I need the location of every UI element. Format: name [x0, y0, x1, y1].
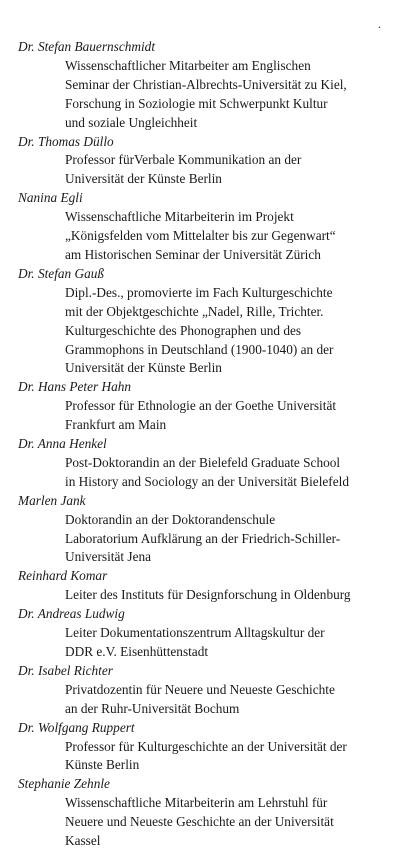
description-line: in History and Sociology an der Universität Bielefeld — [65, 473, 349, 489]
description-line: Universität Jena — [65, 549, 152, 565]
contributor-description — [18, 738, 394, 776]
contributor-name: Dr. Stefan Bauernschmidt — [18, 39, 156, 54]
description-line: Professor für Kulturgeschichte an der Universität der — [65, 738, 347, 754]
description-line: Privatdozentin für Neuere und Neueste Geschichte — [65, 681, 335, 697]
description-line: Künste Berlin — [65, 757, 140, 773]
description-line: Wissenschaftlicher Mitarbeiter am Englischen — [65, 57, 311, 73]
contributor-description — [18, 57, 394, 133]
contributor-description — [18, 681, 394, 719]
description-line: Post-Doktorandin an der Bielefeld Graduate School — [65, 454, 341, 470]
contributor-list — [18, 38, 394, 851]
contributor-name: Dr. Andreas Ludwig — [18, 606, 125, 622]
contributor-description — [18, 454, 394, 492]
description-line: Neuere und Neueste Geschichte an der Universität — [65, 814, 334, 830]
contributor-name: Marlen Jank — [18, 492, 86, 508]
description-line: an der Ruhr-Universität Bochum — [65, 700, 240, 716]
contributor-name: Stephanie Zehnle — [18, 776, 110, 792]
contributor-name: Dr. Isabel Richter — [18, 662, 113, 678]
description-line: Universität der Künste Berlin — [65, 171, 222, 187]
contributor-name: Dr. Hans Peter Hahn — [18, 379, 132, 395]
contributor-name: Dr. Anna Henkel — [18, 436, 107, 452]
description-line: Grammophons in Deutschland (1900-1040) an der — [65, 341, 334, 357]
contributor-name: Nanina Egli — [18, 190, 83, 206]
contributor-entry — [18, 662, 394, 719]
contributor-entry — [18, 492, 394, 568]
contributor-description — [18, 397, 394, 435]
description-line: und soziale Ungleichheit — [65, 114, 198, 130]
description-line: Doktorandin an der Doktorandenschule — [65, 511, 276, 527]
contributor-entry — [18, 265, 394, 378]
contributor-description — [18, 151, 394, 189]
description-line: Professor für Ethnologie an der Goethe Universität — [65, 398, 337, 414]
description-line: DDR e.V. Eisenhüttenstadt — [65, 644, 209, 659]
contributor-entry — [18, 567, 394, 605]
contributor-description — [18, 208, 394, 265]
contributor-entry — [18, 133, 394, 190]
contributor-description — [18, 284, 394, 379]
contributor-description — [18, 624, 394, 662]
contributor-name: Reinhard Komar — [18, 568, 108, 584]
description-line: „Königsfelden vom Mittelalter bis zur Gegenwart“ — [65, 228, 336, 244]
contributor-name: Dr. Stefan Gauß — [18, 265, 105, 281]
contributor-name: Dr. Wolfgang Ruppert — [18, 719, 135, 735]
contributor-description — [18, 794, 394, 851]
contributor-entry — [18, 775, 394, 851]
description-line: Seminar der Christian-Albrechts-Universität zu Kiel, — [65, 76, 347, 92]
description-line: Kassel — [65, 833, 101, 849]
description-line: Laboratorium Aufklärung an der Friedrich-Schiller- — [65, 530, 341, 546]
description-line: Universität der Künste Berlin — [65, 360, 222, 376]
contributor-entry — [18, 435, 394, 492]
description-line: Frankfurt am Main — [65, 417, 167, 433]
contributor-entry — [18, 378, 394, 435]
description-line: Wissenschaftliche Mitarbeiterin im Projekt — [65, 209, 294, 225]
contributor-description — [18, 511, 394, 568]
description-line: Professor fürVerbale Kommunikation an der — [65, 152, 302, 168]
description-line: Dipl.-Des., promovierte im Fach Kulturgeschichte — [65, 284, 333, 300]
description-line: mit der Objektgeschichte „Nadel, Rille, Trichter. — [65, 303, 324, 319]
description-line: Forschung in Soziologie mit Schwerpunkt Kultur — [65, 95, 328, 111]
description-line: Leiter Dokumentationszentrum Alltagskultur der — [65, 625, 325, 641]
contributor-entry — [18, 719, 394, 776]
description-line: Kulturgeschichte des Phonographen und des — [65, 322, 302, 338]
contributor-entry — [18, 38, 394, 133]
description-line: Leiter des Instituts für Designforschung in Oldenburg — [65, 587, 351, 603]
corner-mark: . — [378, 17, 381, 31]
contributor-description — [18, 586, 394, 605]
contributor-name: Dr. Thomas Düllo — [18, 133, 114, 149]
description-line: am Historischen Seminar der Universität Zürich — [65, 246, 321, 262]
contributor-entry — [18, 189, 394, 265]
description-line: Wissenschaftliche Mitarbeiterin am Lehrstuhl für — [65, 795, 328, 811]
contributor-entry — [18, 605, 394, 662]
